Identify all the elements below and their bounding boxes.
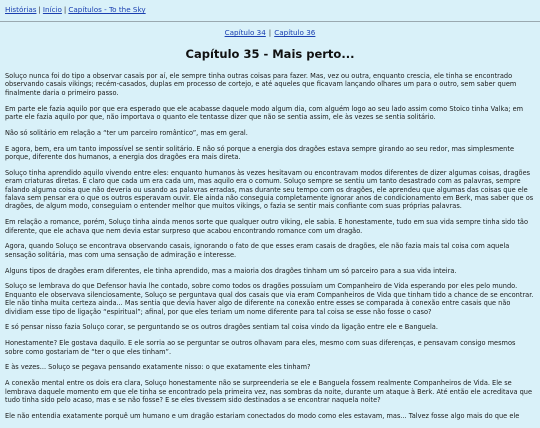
nav-link-inicio[interactable]: Início	[42, 5, 62, 14]
paragraph: Soluço se lembrava do que Defensor havia lhe contado, sobre como todos os dragões possuíam um Companheiro de Vida esperando por eles pelo mundo. Enquanto ele observava silenciosamente, Soluço se perguntava qual dos casais que via eram Companheiros de Vida que tinham tido a chance de se encontrar. Ele não tinha muita certeza ainda... Mas sentia que devia haver algo de diferente na conexão entre esses se comparada à conexão entre casais que não dividiam esse tipo de ligação “espiritual”; afinal, por que eles teriam um nome diferente para tal coisa se esse não fosse o caso?	[5, 282, 534, 316]
paragraph: Alguns tipos de dragões eram diferentes, ele tinha aprendido, mas a maioria dos dragões tinham um só parceiro para a sua vida inteira.	[5, 266, 457, 275]
chapter-title: Capítulo 35 - Mais perto...	[185, 47, 355, 61]
paragraph: E às vezes... Soluço se pegava pensando exatamente nisso: o que exatamente eles tinham?	[5, 363, 311, 372]
nav-separator: |	[63, 5, 67, 14]
prev-chapter-link[interactable]: Capítulo 34	[224, 28, 266, 37]
paragraph: Ele não entendia exatamente porquê um humano e um dragão estariam conectados do modo como eles estavam, mas... Talvez fosse algo mais do que ele	[5, 411, 520, 420]
chapter-navigation	[0, 29, 540, 37]
paragraph: Honestamente? Ele gostava daquilo. E ele sorria ao se perguntar se outros olhavam para eles, mesmo com suas diferenças, e pensavam consigo mesmos sobre como gostariam de “ter o que eles tinham”.	[5, 339, 516, 356]
paragraph: Soluço nunca foi do tipo a observar casais por aí, ele sempre tinha outras coisas para fazer. Mas, vez ou outra, enquanto crescia, ele tinha se encontrado observando casais vikings; recém-casados, duplas em processo de cortejo, e até aqueles que ficavam lançando olhares um para o outro, sem saber quem finalmente daria o primeiro passo.	[5, 72, 517, 97]
chapter-content	[5, 72, 534, 428]
chapter-nav-separator: |	[268, 28, 272, 37]
next-chapter-link[interactable]: Capítulo 36	[274, 28, 316, 37]
paragraph: E agora, bem, era um tanto impossível se sentir solitário. E não só porque a energia dos dragões estava sempre girando ao seu redor, mas simplesmente porque, diferente dos humanos, a energia dos dragões era mais direta.	[5, 144, 515, 162]
paragraph: Em relação a romance, porém, Soluço tinha ainda menos sorte que qualquer outro viking, ele sabia. E honestamente, tudo em sua vida sempre tinha sido tão diferente, que ele achava que nem devia estar surpreso que acabou encontrando romance com um dragão.	[5, 218, 528, 235]
paragraph: A conexão mental entre os dois era clara, Soluço honestamente não se surpreenderia se ele e Banguela fossem realmente Companheiros de Vida. Ele se lembrava daquele momento em que ele tinha se encontrado pela primeira vez, nas sombras da noite, durante um ataque à Berk. Até então ele acreditava que tudo tinha sido pelo acaso, mas e se não fosse? E se eles tivessem sido destinados a se encontrar naquela noite?	[5, 379, 533, 405]
paragraph: Não só solitário em relação a “ter um parceiro romântico”, mas em geral.	[5, 128, 248, 137]
nav-link-capitulos[interactable]: Capítulos - To the Sky	[68, 5, 146, 14]
paragraph: Em parte ele fazia aquilo por que era esperado que ele acabasse daquele modo algum dia, com alguém logo ao seu lado assim como Stoico tinha Valka; em parte ele fazia aquilo por que, não importava o quanto ele tentasse dizer que não se sentia assim, ele às vezes se sentia solitário.	[5, 104, 524, 122]
divider	[0, 21, 540, 22]
nav-link-historias[interactable]: Histórias	[5, 5, 37, 14]
paragraph: E só pensar nisso fazia Soluço corar, se perguntando se os outros dragões sentiam tal coisa vindo da ligação entre ele e Banguela.	[5, 323, 438, 332]
paragraph: Soluço tinha aprendido aquilo vivendo entre eles: enquanto humanos às vezes hesitavam ou encontravam modos diferentes de dizer algumas coisas, dragões eram criaturas diretas. É claro que cada um era cada um, mas aquilo era o comum. Soluço sempre se sentiu um tanto desastrado com as palavras, sempre falando alguma coisa que não deveria ou usando as palavras erradas, mas durante seu tempo com os dragões, ele aprendeu que algumas das coisas que ele falava sem pensar era o que os outros esperavam ouvir. Ele ainda não conseguia completamente ignorar anos de condicionamento em Berk, mas saber que os dragões, de algum modo, conseguiam o entender melhor que muitos vikings, o fazia se sentir mais confiante com suas próprias palavras.	[5, 168, 534, 211]
nav-separator: |	[38, 5, 41, 14]
paragraph: Agora, quando Soluço se encontrava observando casais, ignorando o fato de que esses eram casais de dragões, ele não fazia mais tal coisa com aquela sensação solitária, mas com uma sensação de admiração e interesse.	[5, 242, 510, 259]
top-navigation	[5, 6, 146, 14]
